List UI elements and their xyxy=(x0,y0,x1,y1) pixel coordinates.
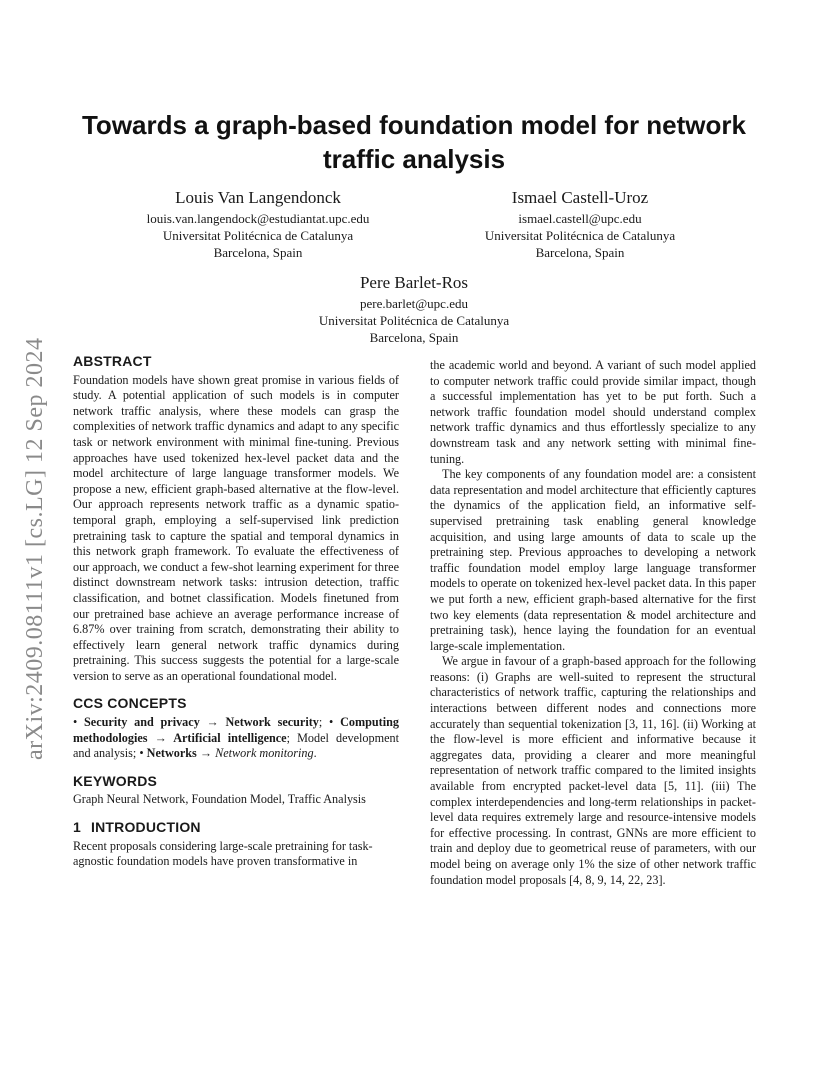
arxiv-id: arXiv:2409.08111v1 [cs.LG] 12 Sep 2024 xyxy=(22,337,48,760)
intro-paragraph-1-end: the academic world and beyond. A variant of such model applied to computer network traffic could provide similar impact, though a successful implementation has yet to be put forth. Such a network traffic foundation model should understand complex network traffic dynamics and thus effortlessly specialize to any downstream task and any network setting with minimal fine-tuning. xyxy=(430,358,756,466)
arxiv-sidebar-stamp xyxy=(18,290,58,760)
ccs-item-3-sub: Network monitoring xyxy=(215,746,314,761)
section-number: 1 xyxy=(73,819,81,836)
author-block-3 xyxy=(244,271,584,346)
author-affiliation: Universitat Politécnica de Catalunya xyxy=(318,313,510,328)
abstract-text: Foundation models have shown great promise in various fields of study. A potential application of such models is in computer network traffic analysis, where these models can grasp the complexities of network traffic dynamics and adapt to any specific task or network environment with minimal fine-tuning. Previous approaches have used tokenized hex-level packet data and the model architecture of large language transformer models. We propose a new, efficient graph-based alternative at the flow-level. Our approach represents network traffic as a dynamic spatio-temporal graph, employing a self-supervised link prediction pretraining task to capture the spatial and temporal dynamics in this network graph framework. To evaluate the effectiveness of our approach, we conduct a few-shot learning experiment for three distinct downstream network tasks: intrusion detection, traffic classification, and botnet classification. Models finetuned from our pretrained base achieve an average performance increase of 6.87% over training from scratch, demonstrating their ability to effectively learn general network traffic dynamics during pretraining. This success suggests the potential for a large-scale version to serve as an operational foundational model. xyxy=(73,372,399,683)
author-affiliation: Universitat Politécnica de Catalunya xyxy=(484,228,676,243)
author-email: ismael.castell@upc.edu xyxy=(518,211,642,226)
ccs-heading: CCS CONCEPTS xyxy=(73,695,187,712)
ccs-item-2-sub: Model development and analysis xyxy=(73,730,399,761)
left-column xyxy=(73,354,399,870)
abstract-heading: ABSTRACT xyxy=(73,353,152,369)
right-column xyxy=(430,358,756,888)
keywords-heading: KEYWORDS xyxy=(73,772,158,789)
author-location: Barcelona, Spain xyxy=(535,245,625,260)
author-name: Louis Van Langendonck xyxy=(175,188,341,207)
ccs-item-2: Computing methodologies → Artificial intelligence xyxy=(73,715,399,745)
intro-paragraph-2: The key components of any foundation model are: a consistent data representation and model architecture that efficiently captures the dynamics of the application field, an informative self-supervised pretraining task enabling general knowledge acquisition, and using large amounts of data to scale up the pretraining step. Previous approaches to developing a network traffic foundation model employ large language transformer models to operate on tokenized hex-level packet data. In this paper we put forth a new, efficient graph-based alternative for the first two key elements (data representation & model architecture and pretraining task), hence laying the foundation for an eventual large-scale implementation. xyxy=(430,467,756,653)
paper-title: Towards a graph-based foundation model for network traffic analysis xyxy=(81,110,746,174)
intro-heading xyxy=(73,820,399,836)
keywords-text: Graph Neural Network, Foundation Model, Traffic Analysis xyxy=(73,792,366,807)
author-location: Barcelona, Spain xyxy=(369,330,459,345)
ccs-concepts: • Security and privacy → Network security; • Computing methodologies → Artificial intelligence; Model development and analysis; • Networks → Network monitoring. xyxy=(73,715,399,761)
author-email: pere.barlet@upc.edu xyxy=(360,296,468,311)
author-email: louis.van.langendock@estudiantat.upc.edu xyxy=(146,211,370,226)
author-affiliation: Universitat Politécnica de Catalunya xyxy=(162,228,354,243)
author-name: Pere Barlet-Ros xyxy=(359,273,469,292)
author-location: Barcelona, Spain xyxy=(213,245,303,260)
author-name: Ismael Castell-Uroz xyxy=(511,188,649,207)
ccs-item-3: Networks xyxy=(146,746,197,761)
author-block-1 xyxy=(88,186,428,261)
author-block-2 xyxy=(410,186,750,261)
intro-paragraph-3: We argue in favour of a graph-based approach for the following reasons: (i) Graphs are well-suited to represent the structural characteristics of network traffic, capturing the relationships and interactions between different nodes and connections more accurately than sequential tokenization [3, 11, 16]. (ii) Working at the flow-level is more efficient and informative because it aggregates data, providing a clearer and more meaningful representation of network traffic compared to the limited insights available from encrypted packet-level data [5, 11]. (iii) The complex interdependencies and long-term relationships in packet-level data requires extremely large and resource-intensive models for effective processing. In contrast, GNNs are more efficient to train and deploy due to geometrical reuse of parameters, with our model being on average only 1% the size of other network traffic foundation model proposals [4, 8, 9, 14, 22, 23]. xyxy=(430,654,756,887)
ccs-item-1: Security and privacy → Network security xyxy=(84,715,319,730)
intro-paragraph-1-start: Recent proposals considering large-scale pretraining for task-agnostic foundation models have proven transformative in xyxy=(73,838,373,869)
section-title: INTRODUCTION xyxy=(91,819,201,836)
